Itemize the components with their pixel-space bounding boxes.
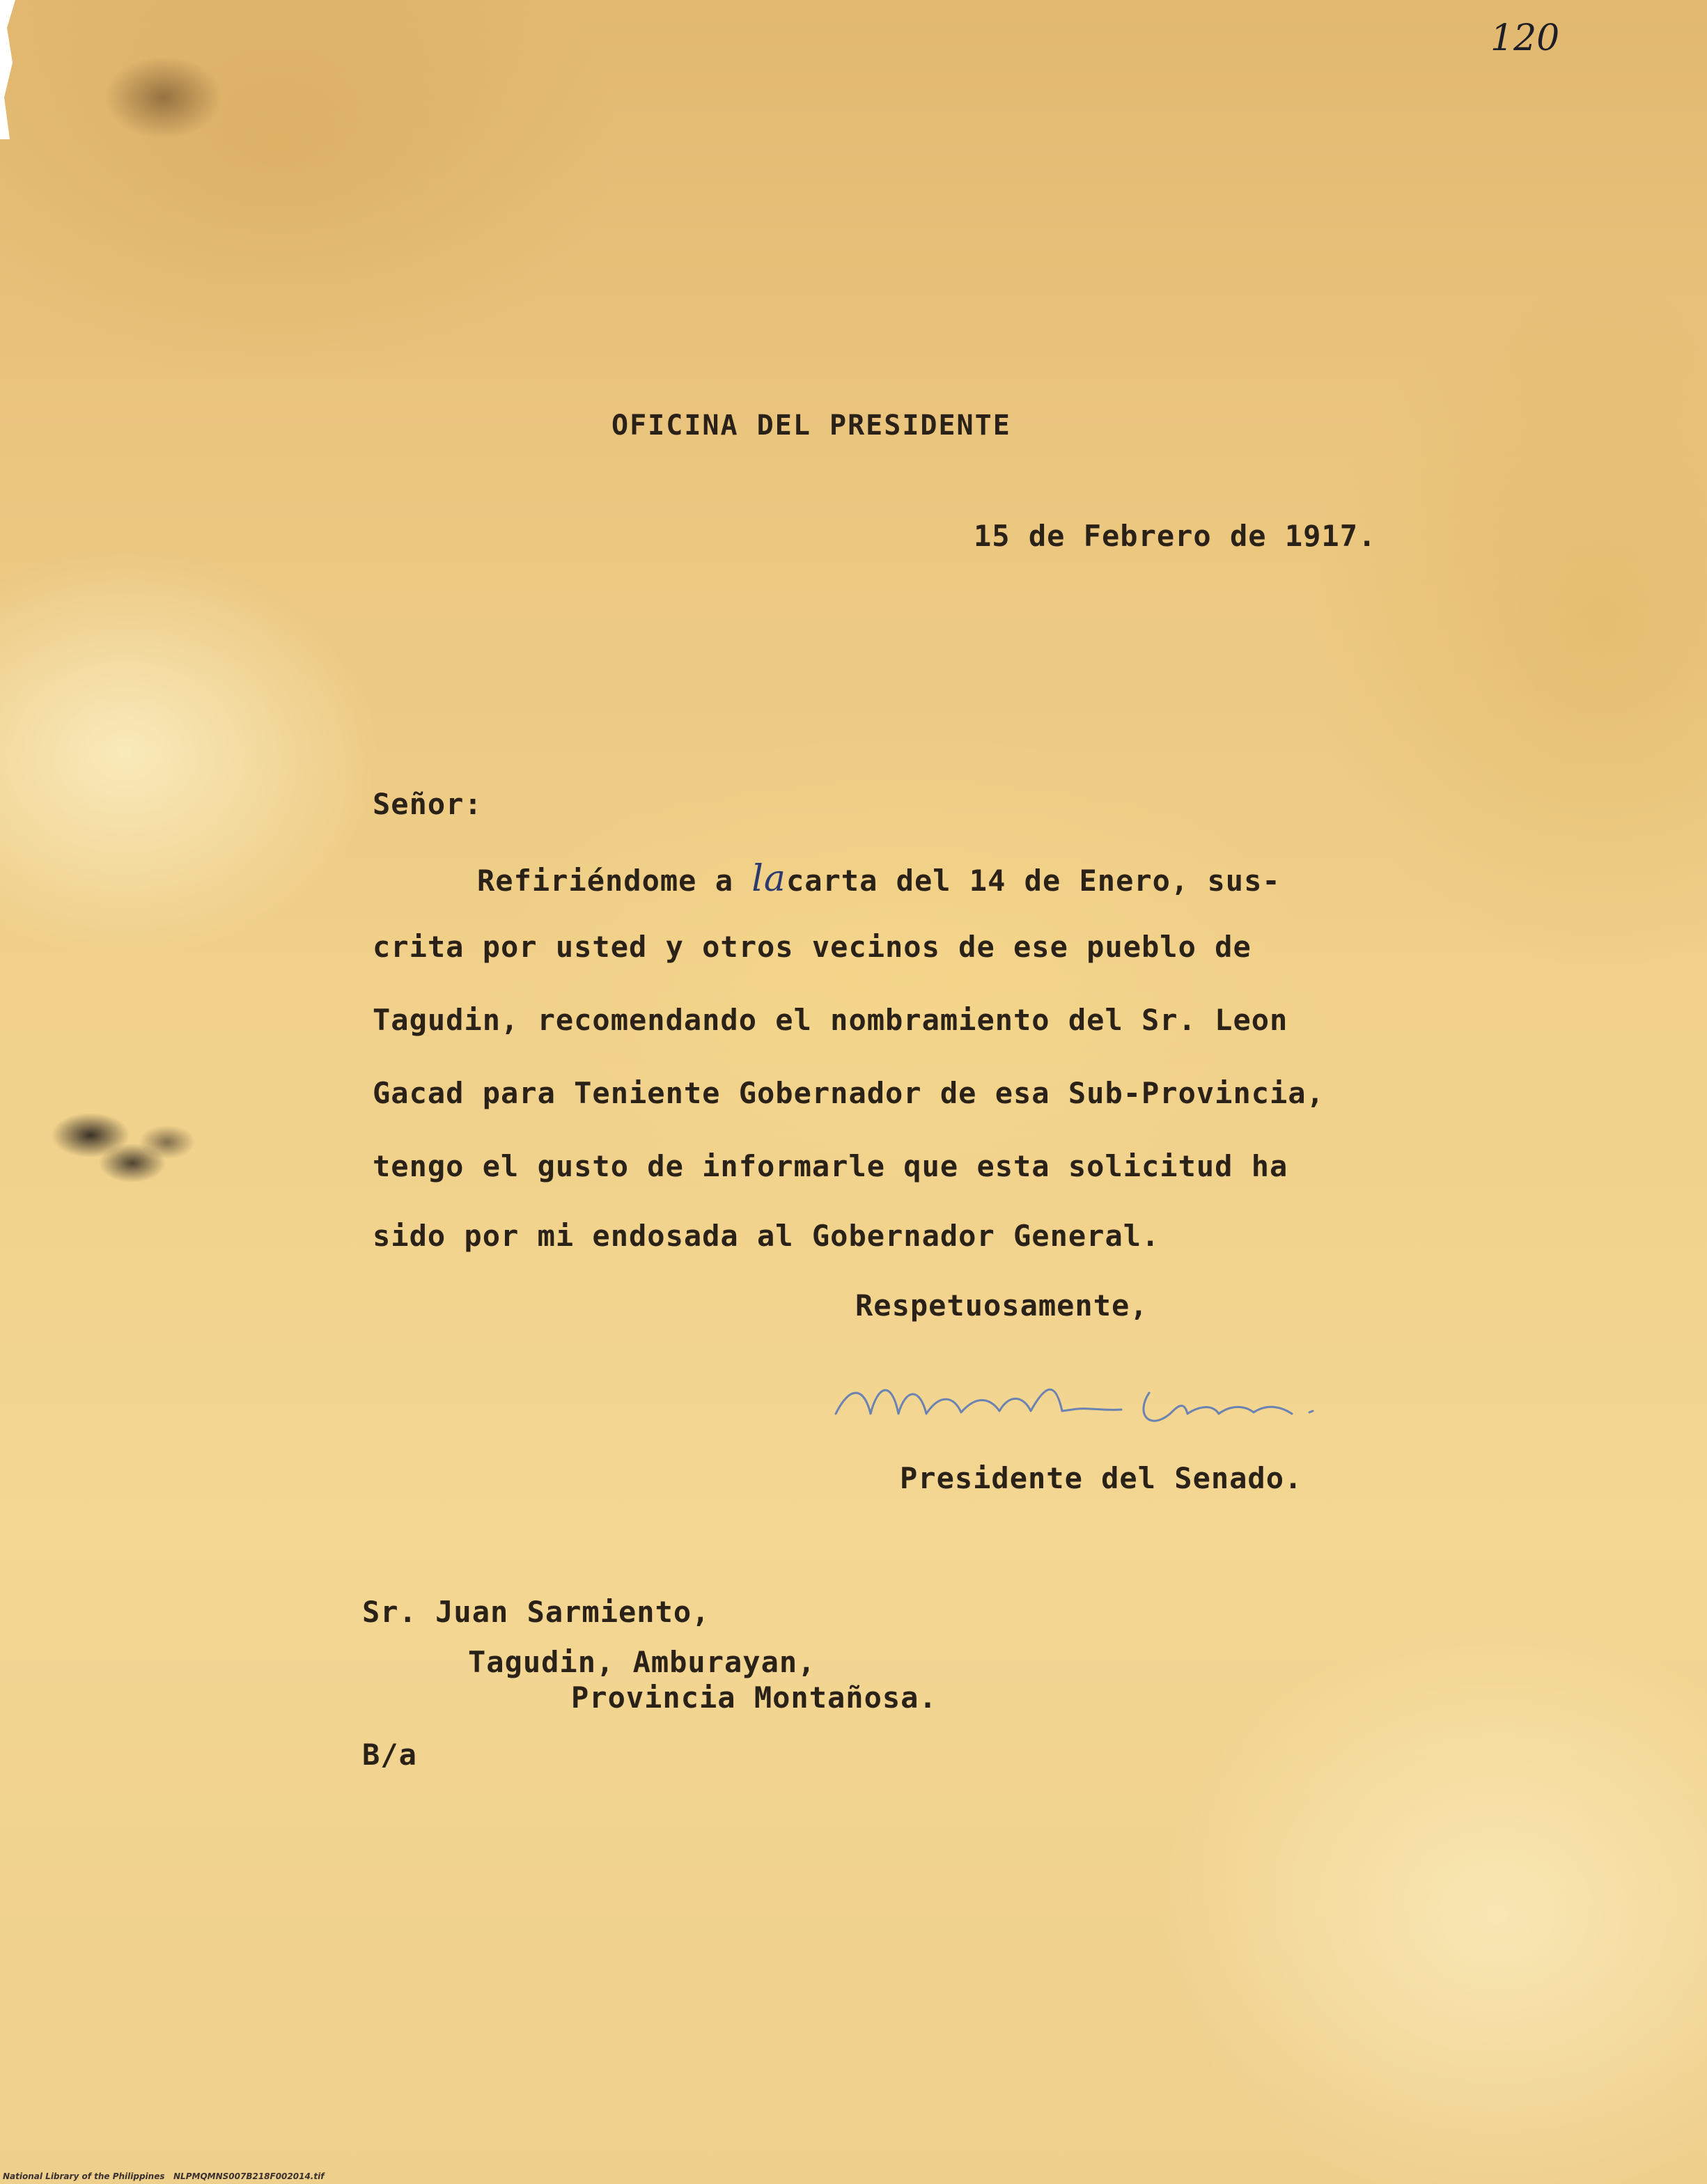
body-line-2: crita por usted y otros vecinos de ese pueblo de [373,930,1252,964]
signer-title: Presidente del Senado. [900,1461,1303,1495]
signature [822,1365,1393,1442]
letter-heading: OFICINA DEL PRESIDENTE [611,410,1011,442]
typist-initials: B/a [362,1738,417,1772]
body-line-1-end: carta del 14 de Enero, sus- [786,864,1281,898]
svg-text:120: 120 [1490,17,1560,59]
salutation: Señor: [373,787,483,821]
body-line-3: Tagudin, recomendando el nombramiento del Sr. Leon [373,1003,1288,1037]
closing: Respetuosamente, [855,1288,1148,1323]
recipient-town: Tagudin, Amburayan, [468,1645,816,1679]
handwritten-insertion: la [751,858,786,900]
body-line-1 [477,858,1281,900]
handwritten-page-number [1483,14,1588,63]
stain-top-left [104,56,223,139]
archive-caption: National Library of the Philippines NLPMQMNS007B218F002014.tif [3,2171,325,2181]
body-line-5: tengo el gusto de informarle que esta solicitud ha [373,1149,1288,1183]
body-line-1-start: Refiriéndome a [477,864,752,898]
ink-blot [28,1093,195,1198]
torn-corner-mark [0,0,91,139]
body-line-6: sido por mi endosada al Gobernador General. [373,1219,1160,1253]
letter-date: 15 de Febrero de 1917. [974,519,1377,553]
body-line-4: Gacad para Teniente Gobernador de esa Sub-Provincia, [373,1076,1325,1110]
recipient-province: Provincia Montañosa. [571,1680,937,1715]
recipient-name: Sr. Juan Sarmiento, [362,1595,710,1629]
